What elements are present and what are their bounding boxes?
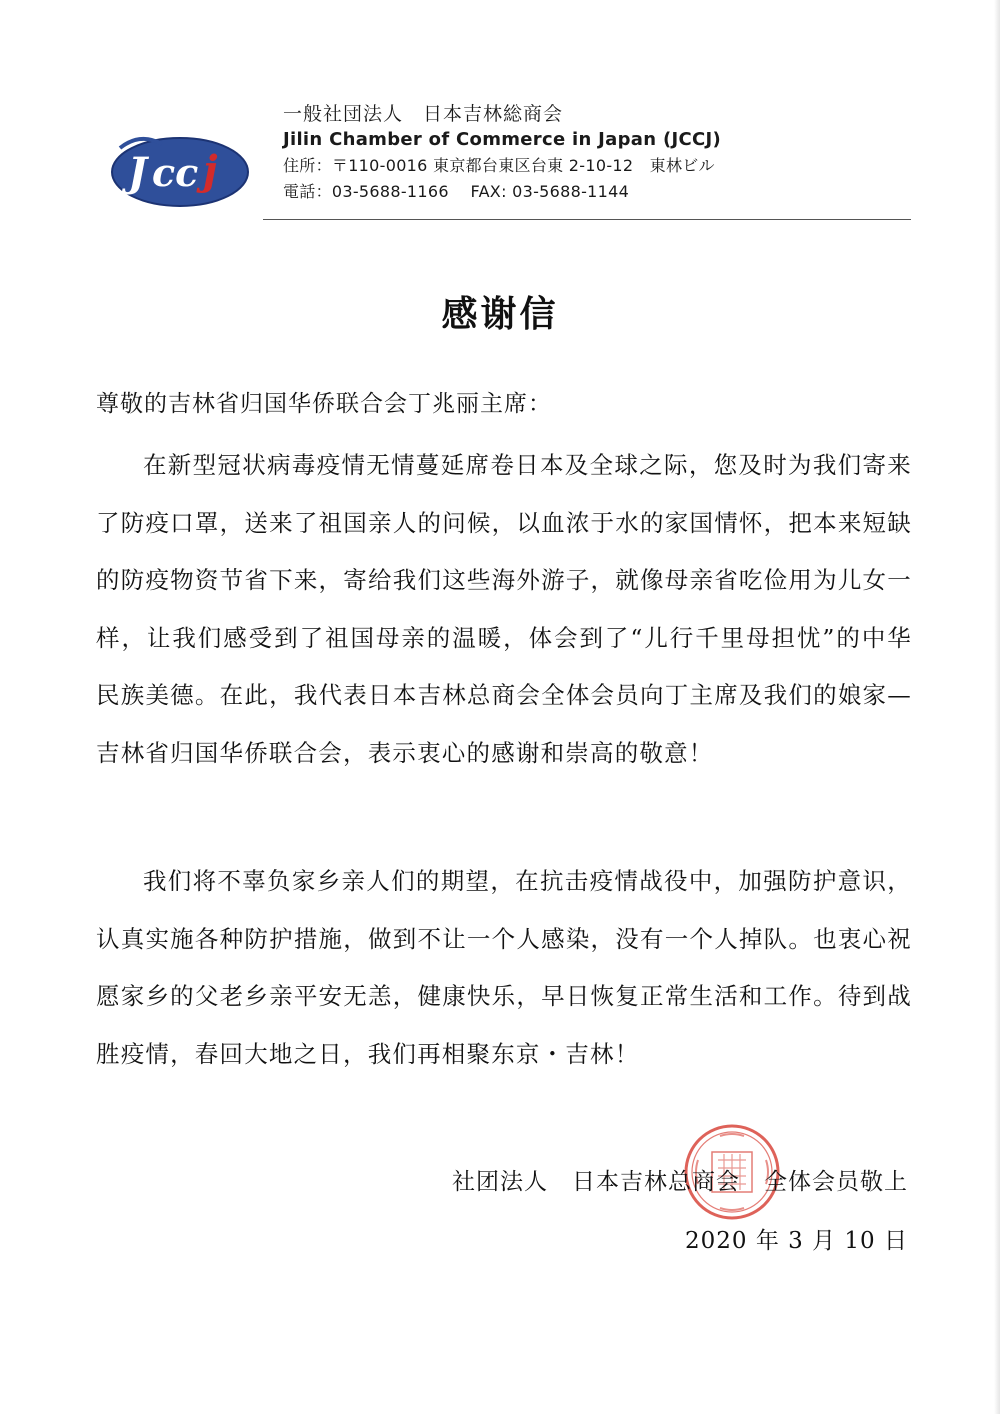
letter-title: 感谢信: [441, 294, 559, 335]
letterhead-divider: [263, 219, 911, 220]
org-name-en: Jilin Chamber of Commerce in Japan (JCCJ): [283, 129, 722, 150]
body-paragraph-2: 我们将不辜负家乡亲人们的期望，在抗击疫情战役中，加强防护意识，认真实施各种防护措施，做到不让一个人感染，没有一个人掉队。也衷心祝愿家乡的父老乡亲平安无恙，健康快乐，早日恢复正常生活和工作。待到战胜疫情，春回大地之日，我们再相聚东京・吉林！: [96, 867, 912, 1068]
page-edge: [994, 0, 1000, 1414]
svg-text:cc: cc: [152, 150, 199, 195]
jccj-logo: [110, 128, 250, 208]
letterhead: [283, 101, 721, 205]
svg-text:j: j: [203, 147, 218, 194]
body-paragraph-1: 在新型冠状病毒疫情无情蔓延席卷日本及全球之际，您及时为我们寄来了防疫口罩，送来了祖国亲人的问候，以血浓于水的家国情怀，把本来短缺的防疫物资节省下来，寄给我们这些海外游子，就像母亲省吃俭用为儿女一样，让我们感受到了祖国母亲的温暖，体会到了“儿行千里母担忧”的中华民族美德。在此，我代表日本吉林总商会全体会员向丁主席及我们的娘家—吉林省归国华侨联合会，表示衷心的感谢和崇高的敬意！: [96, 451, 912, 767]
org-contact: 電話：03-5688-1166 FAX: 03-5688-1144: [283, 182, 630, 201]
svg-text:J: J: [128, 149, 147, 196]
letter-date: 2020 年 3 月 10 日: [685, 1228, 908, 1254]
org-name-jp: 一般社団法人 日本吉林総商会: [283, 103, 564, 125]
signature-line: 社团法人 日本吉林总商会 全体会员敬上: [452, 1169, 908, 1195]
org-address: 住所：〒110-0016 東京都台東区台東 2-10-12 東林ビル: [283, 156, 715, 175]
salutation: 尊敬的吉林省归国华侨联合会丁兆丽主席：: [96, 391, 552, 417]
